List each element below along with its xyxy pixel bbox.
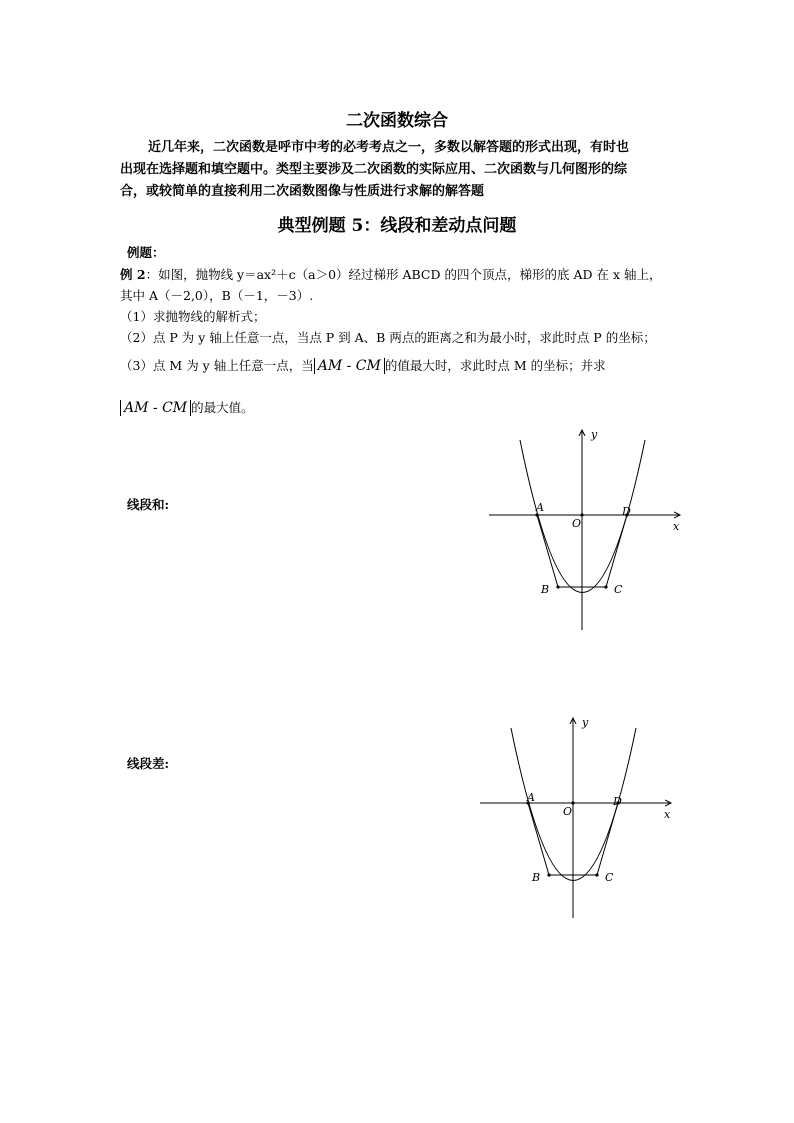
question-part-3-cont — [120, 398, 254, 416]
segment-sum-label: 线段和: — [127, 497, 170, 512]
segment-diff-label: 线段差: — [127, 756, 170, 771]
question-line-2: 其中 A（－2,0），B（－1，－3）. — [120, 288, 314, 303]
point-c — [595, 873, 598, 876]
question-part-1: （1）求抛物线的解析式； — [120, 309, 266, 324]
origin-label: O — [563, 805, 573, 818]
section-heading: 典型例题 5：线段和差动点问题 — [277, 216, 517, 236]
label-c: C — [614, 583, 623, 596]
label-b: B — [532, 871, 541, 884]
parabola-graph-diff — [476, 713, 686, 928]
example-label: 例题： — [127, 245, 165, 260]
question-part-3-a: （3）点 M 为 y 轴上任意一点，当 — [120, 358, 314, 373]
segment-cd — [606, 515, 627, 587]
label-a: A — [527, 791, 535, 804]
point-b — [556, 585, 559, 588]
parabola-graph-sum — [485, 425, 695, 640]
question-part-2: （2）点 P 为 y 轴上任意一点，当点 P 到 A、B 两点的距离之和为最小时，求此时点 P 的坐标； — [120, 330, 656, 345]
segment-ab — [528, 803, 549, 875]
label-a: A — [536, 501, 544, 514]
segment-ab — [537, 515, 558, 587]
abs-expression: AM - CM — [314, 358, 385, 374]
segment-cd — [597, 803, 618, 875]
label-d: D — [622, 505, 631, 518]
intro-line-2: 出现在选择题和填空题中。类型主要涉及二次函数的实际应用、二次函数与几何图形的综 — [120, 162, 628, 177]
intro-line-3: 合，或较简单的直接利用二次函数图像与性质进行求解的解答题 — [120, 184, 485, 199]
page-title: 二次函数综合 — [346, 111, 448, 131]
question-number: 例 2 — [120, 267, 146, 282]
label-c: C — [605, 871, 614, 884]
point-c — [604, 585, 607, 588]
origin-label: O — [572, 517, 582, 530]
intro-paragraph — [120, 137, 675, 203]
question-part-3 — [120, 356, 606, 374]
question-line-1 — [120, 265, 662, 283]
x-axis-label: x — [673, 520, 680, 533]
label-d: D — [613, 795, 622, 808]
x-axis-label: x — [664, 808, 671, 821]
point-b — [547, 873, 550, 876]
question-part-3-b: 的值最大时，求此时点 M 的坐标；并求 — [384, 358, 606, 373]
y-axis-label: y — [591, 428, 598, 441]
abs-expression-2: AM - CM — [120, 400, 191, 416]
question-text-1: ：如图，抛物线 y＝ax²＋c（a＞0）经过梯形 ABCD 的四个顶点，梯形的底 AD 在 x 轴上， — [145, 267, 662, 282]
y-axis-label: y — [582, 716, 589, 729]
label-b: B — [541, 583, 550, 596]
question-part-3-c: 的最大值。 — [191, 400, 254, 415]
intro-line-1: 近几年来，二次函数是呼市中考的必考考点之一，多数以解答题的形式出现，有时也 — [148, 140, 630, 155]
